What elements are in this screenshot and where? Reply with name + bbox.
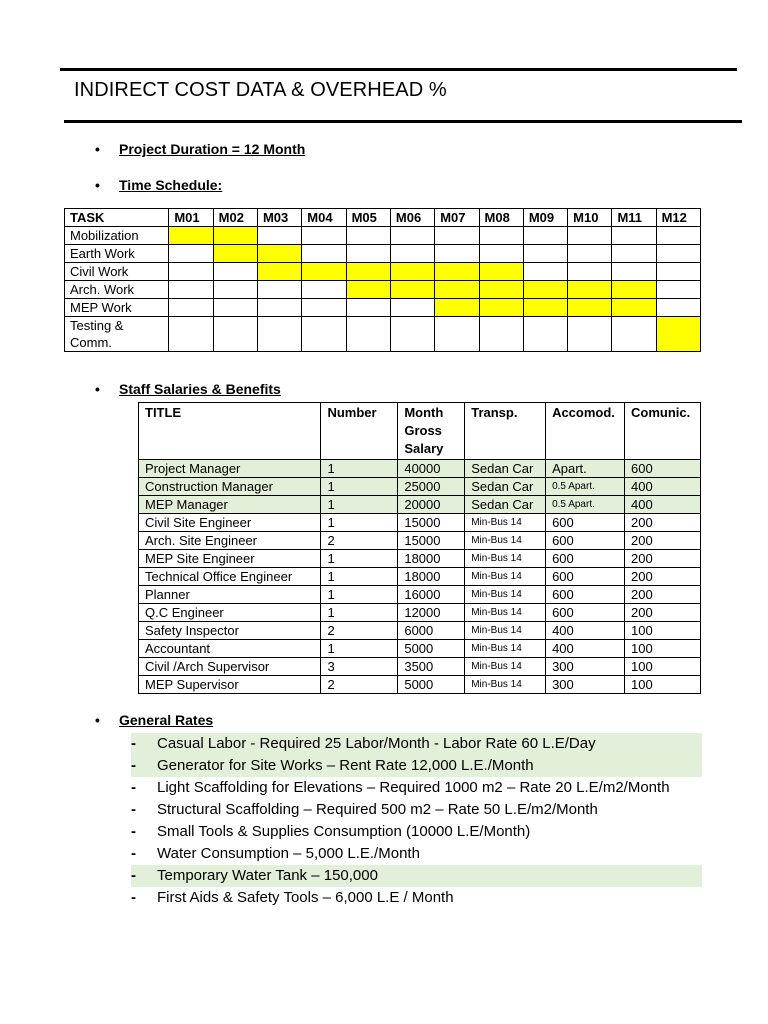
schedule-cell (346, 317, 390, 352)
staff-cell-number: 2 (321, 532, 398, 550)
staff-cell-transp: Sedan Car (465, 460, 546, 478)
staff-cell-title: Arch. Site Engineer (139, 532, 321, 550)
staff-cell-transp: Min-Bus 14 (465, 532, 546, 550)
staff-cell-accom: 600 (546, 586, 625, 604)
schedule-task-name: Arch. Work (65, 281, 169, 299)
schedule-cell-active (479, 299, 523, 317)
schedule-row (65, 263, 701, 281)
staff-header-cell: Transp. (465, 403, 546, 460)
staff-cell-salary: 3500 (398, 658, 465, 676)
schedule-cell-active (257, 263, 301, 281)
staff-cell-salary: 15000 (398, 532, 465, 550)
top-rule (60, 68, 737, 71)
staff-cell-accom: 0.5 Apart. (546, 496, 625, 514)
staff-cell-accom: 600 (546, 532, 625, 550)
staff-cell-accom: 600 (546, 550, 625, 568)
rate-item: - Light Scaffolding for Elevations – Required 1000 m2 – Rate 20 L.E/m2/Month (131, 777, 702, 799)
schedule-cell-active (435, 263, 479, 281)
time-schedule-heading: Time Schedule: (119, 177, 223, 193)
staff-cell-comm: 200 (625, 514, 701, 532)
staff-cell-salary: 40000 (398, 460, 465, 478)
schedule-cell (523, 227, 567, 245)
schedule-cell (302, 299, 346, 317)
schedule-row (65, 299, 701, 317)
bullet-staff-salaries (97, 381, 281, 397)
staff-salaries-heading: Staff Salaries & Benefits (119, 381, 281, 397)
schedule-cell (435, 317, 479, 352)
staff-cell-transp: Min-Bus 14 (465, 658, 546, 676)
schedule-cell-active (656, 317, 700, 352)
schedule-cell-active (435, 281, 479, 299)
staff-cell-comm: 200 (625, 550, 701, 568)
schedule-cell (479, 245, 523, 263)
staff-cell-salary: 6000 (398, 622, 465, 640)
staff-cell-accom: 600 (546, 604, 625, 622)
staff-row (139, 460, 701, 478)
staff-cell-number: 1 (321, 478, 398, 496)
schedule-cell (213, 281, 257, 299)
staff-cell-comm: 100 (625, 658, 701, 676)
schedule-task-name: Civil Work (65, 263, 169, 281)
staff-cell-number: 1 (321, 550, 398, 568)
schedule-task-name: Testing & Comm. (65, 317, 169, 352)
schedule-cell (656, 263, 700, 281)
schedule-cell (257, 227, 301, 245)
schedule-row (65, 317, 701, 352)
rate-item: - Generator for Site Works – Rent Rate 12,000 L.E./Month (131, 755, 702, 777)
staff-cell-transp: Sedan Car (465, 478, 546, 496)
staff-cell-title: MEP Supervisor (139, 676, 321, 694)
staff-row (139, 586, 701, 604)
schedule-month-header: M10 (568, 209, 612, 227)
staff-cell-transp: Sedan Car (465, 496, 546, 514)
staff-salaries-table (138, 402, 701, 694)
rate-item: - Casual Labor - Required 25 Labor/Month - Labor Rate 60 L.E/Day (131, 733, 702, 755)
staff-cell-transp: Min-Bus 14 (465, 622, 546, 640)
staff-cell-salary: 16000 (398, 586, 465, 604)
schedule-cell (612, 317, 656, 352)
staff-cell-comm: 200 (625, 532, 701, 550)
schedule-cell (568, 317, 612, 352)
staff-row (139, 568, 701, 586)
schedule-cell (169, 281, 213, 299)
staff-cell-number: 1 (321, 640, 398, 658)
schedule-month-header: M02 (213, 209, 257, 227)
schedule-cell-active (390, 281, 434, 299)
schedule-cell-active (523, 299, 567, 317)
general-rates-heading: General Rates (119, 712, 214, 728)
schedule-cell (213, 317, 257, 352)
staff-cell-accom: 600 (546, 568, 625, 586)
schedule-month-header: M03 (257, 209, 301, 227)
staff-cell-comm: 200 (625, 604, 701, 622)
schedule-month-header: M05 (346, 209, 390, 227)
staff-header-cell: TITLE (139, 403, 321, 460)
staff-cell-comm: 100 (625, 640, 701, 658)
schedule-row (65, 281, 701, 299)
schedule-cell (390, 227, 434, 245)
schedule-cell-active (479, 281, 523, 299)
staff-row (139, 514, 701, 532)
schedule-month-header: M06 (390, 209, 434, 227)
staff-cell-salary: 25000 (398, 478, 465, 496)
staff-cell-title: MEP Site Engineer (139, 550, 321, 568)
bullet-general-rates (97, 712, 213, 728)
schedule-cell (568, 227, 612, 245)
staff-cell-title: Planner (139, 586, 321, 604)
rate-item: - First Aids & Safety Tools – 6,000 L.E / Month (131, 887, 702, 909)
rate-item: - Small Tools & Supplies Consumption (10000 L.E/Month) (131, 821, 702, 843)
schedule-row (65, 245, 701, 263)
staff-cell-comm: 400 (625, 478, 701, 496)
schedule-month-header: M04 (302, 209, 346, 227)
schedule-cell (523, 245, 567, 263)
staff-row (139, 622, 701, 640)
schedule-cell (302, 281, 346, 299)
staff-header-cell: Accomod. (546, 403, 625, 460)
staff-cell-transp: Min-Bus 14 (465, 676, 546, 694)
staff-cell-transp: Min-Bus 14 (465, 568, 546, 586)
schedule-cell (656, 245, 700, 263)
staff-cell-accom: 400 (546, 640, 625, 658)
schedule-cell (213, 299, 257, 317)
schedule-cell-active (346, 281, 390, 299)
schedule-cell-active (435, 299, 479, 317)
staff-cell-salary: 18000 (398, 568, 465, 586)
staff-row (139, 532, 701, 550)
staff-cell-accom: Apart. (546, 460, 625, 478)
schedule-cell-active (523, 281, 567, 299)
staff-cell-number: 1 (321, 496, 398, 514)
schedule-cell (612, 227, 656, 245)
staff-row (139, 496, 701, 514)
staff-cell-comm: 200 (625, 586, 701, 604)
page-title: INDIRECT COST DATA & OVERHEAD % (74, 79, 447, 101)
schedule-cell (302, 317, 346, 352)
schedule-cell (213, 263, 257, 281)
schedule-cell (257, 299, 301, 317)
schedule-cell (169, 317, 213, 352)
schedule-task-header: TASK (65, 209, 169, 227)
staff-row (139, 640, 701, 658)
schedule-cell (257, 317, 301, 352)
schedule-cell-active (568, 281, 612, 299)
schedule-cell-active (169, 227, 213, 245)
staff-cell-transp: Min-Bus 14 (465, 640, 546, 658)
schedule-cell-active (213, 227, 257, 245)
schedule-cell (435, 227, 479, 245)
staff-cell-comm: 100 (625, 676, 701, 694)
staff-header-cell: Number (321, 403, 398, 460)
general-rates-list (131, 733, 702, 909)
staff-cell-title: Q.C Engineer (139, 604, 321, 622)
schedule-cell (390, 299, 434, 317)
staff-cell-number: 1 (321, 586, 398, 604)
schedule-cell-active (257, 245, 301, 263)
schedule-cell-active (612, 281, 656, 299)
schedule-cell (568, 263, 612, 281)
staff-cell-transp: Min-Bus 14 (465, 604, 546, 622)
staff-cell-comm: 200 (625, 568, 701, 586)
staff-cell-transp: Min-Bus 14 (465, 550, 546, 568)
schedule-month-header: M09 (523, 209, 567, 227)
staff-cell-title: Project Manager (139, 460, 321, 478)
staff-cell-transp: Min-Bus 14 (465, 514, 546, 532)
staff-cell-accom: 300 (546, 676, 625, 694)
schedule-cell (257, 281, 301, 299)
schedule-cell (302, 245, 346, 263)
schedule-cell (656, 281, 700, 299)
staff-cell-number: 1 (321, 514, 398, 532)
staff-row (139, 658, 701, 676)
time-schedule-table (64, 208, 701, 352)
schedule-cell-active (346, 263, 390, 281)
staff-cell-number: 2 (321, 676, 398, 694)
bullet-project-duration (97, 141, 305, 157)
schedule-header-row (65, 209, 701, 227)
schedule-cell (346, 299, 390, 317)
staff-cell-transp: Min-Bus 14 (465, 586, 546, 604)
schedule-cell (169, 245, 213, 263)
bottom-rule (64, 120, 742, 123)
project-duration-text: Project Duration = 12 Month (119, 141, 306, 157)
staff-row (139, 676, 701, 694)
schedule-cell (612, 263, 656, 281)
staff-cell-title: Construction Manager (139, 478, 321, 496)
schedule-row (65, 227, 701, 245)
staff-cell-comm: 100 (625, 622, 701, 640)
staff-row (139, 478, 701, 496)
schedule-cell-active (302, 263, 346, 281)
schedule-cell (346, 227, 390, 245)
staff-cell-number: 1 (321, 568, 398, 586)
staff-cell-number: 1 (321, 604, 398, 622)
schedule-month-header: M12 (656, 209, 700, 227)
staff-cell-accom: 400 (546, 622, 625, 640)
staff-cell-accom: 300 (546, 658, 625, 676)
bullet-time-schedule (97, 177, 222, 193)
staff-cell-title: Safety Inspector (139, 622, 321, 640)
schedule-cell-active (213, 245, 257, 263)
staff-cell-title: Accountant (139, 640, 321, 658)
staff-cell-salary: 5000 (398, 676, 465, 694)
schedule-month-header: M11 (612, 209, 656, 227)
staff-cell-title: Civil /Arch Supervisor (139, 658, 321, 676)
schedule-cell (656, 227, 700, 245)
staff-cell-salary: 18000 (398, 550, 465, 568)
schedule-cell-active (390, 263, 434, 281)
schedule-cell (390, 317, 434, 352)
schedule-cell (346, 245, 390, 263)
staff-row (139, 550, 701, 568)
schedule-month-header: M08 (479, 209, 523, 227)
staff-row (139, 604, 701, 622)
staff-cell-title: Technical Office Engineer (139, 568, 321, 586)
staff-cell-salary: 5000 (398, 640, 465, 658)
staff-cell-accom: 0.5 Apart. (546, 478, 625, 496)
staff-cell-salary: 15000 (398, 514, 465, 532)
schedule-cell (568, 245, 612, 263)
schedule-task-name: Mobilization (65, 227, 169, 245)
schedule-cell-active (568, 299, 612, 317)
staff-cell-accom: 600 (546, 514, 625, 532)
schedule-cell (523, 317, 567, 352)
staff-cell-title: MEP Manager (139, 496, 321, 514)
rate-item: - Structural Scaffolding – Required 500 m2 – Rate 50 L.E/m2/Month (131, 799, 702, 821)
staff-header-row (139, 403, 701, 460)
staff-cell-salary: 20000 (398, 496, 465, 514)
staff-header-cell: Comunic. (625, 403, 701, 460)
schedule-cell (435, 245, 479, 263)
schedule-cell (479, 227, 523, 245)
staff-cell-title: Civil Site Engineer (139, 514, 321, 532)
schedule-task-name: MEP Work (65, 299, 169, 317)
rate-item: - Temporary Water Tank – 150,000 (131, 865, 702, 887)
schedule-cell (479, 317, 523, 352)
schedule-cell-active (479, 263, 523, 281)
staff-header-cell: Month Gross Salary (398, 403, 465, 460)
staff-cell-number: 3 (321, 658, 398, 676)
schedule-cell (612, 245, 656, 263)
schedule-cell (169, 263, 213, 281)
staff-cell-comm: 400 (625, 496, 701, 514)
schedule-task-name: Earth Work (65, 245, 169, 263)
schedule-cell-active (612, 299, 656, 317)
rate-item: - Water Consumption – 5,000 L.E./Month (131, 843, 702, 865)
schedule-cell (390, 245, 434, 263)
schedule-cell (169, 299, 213, 317)
schedule-cell (656, 299, 700, 317)
schedule-month-header: M07 (435, 209, 479, 227)
schedule-month-header: M01 (169, 209, 213, 227)
staff-cell-salary: 12000 (398, 604, 465, 622)
schedule-cell (302, 227, 346, 245)
staff-cell-number: 2 (321, 622, 398, 640)
staff-cell-number: 1 (321, 460, 398, 478)
schedule-cell (523, 263, 567, 281)
staff-cell-comm: 600 (625, 460, 701, 478)
